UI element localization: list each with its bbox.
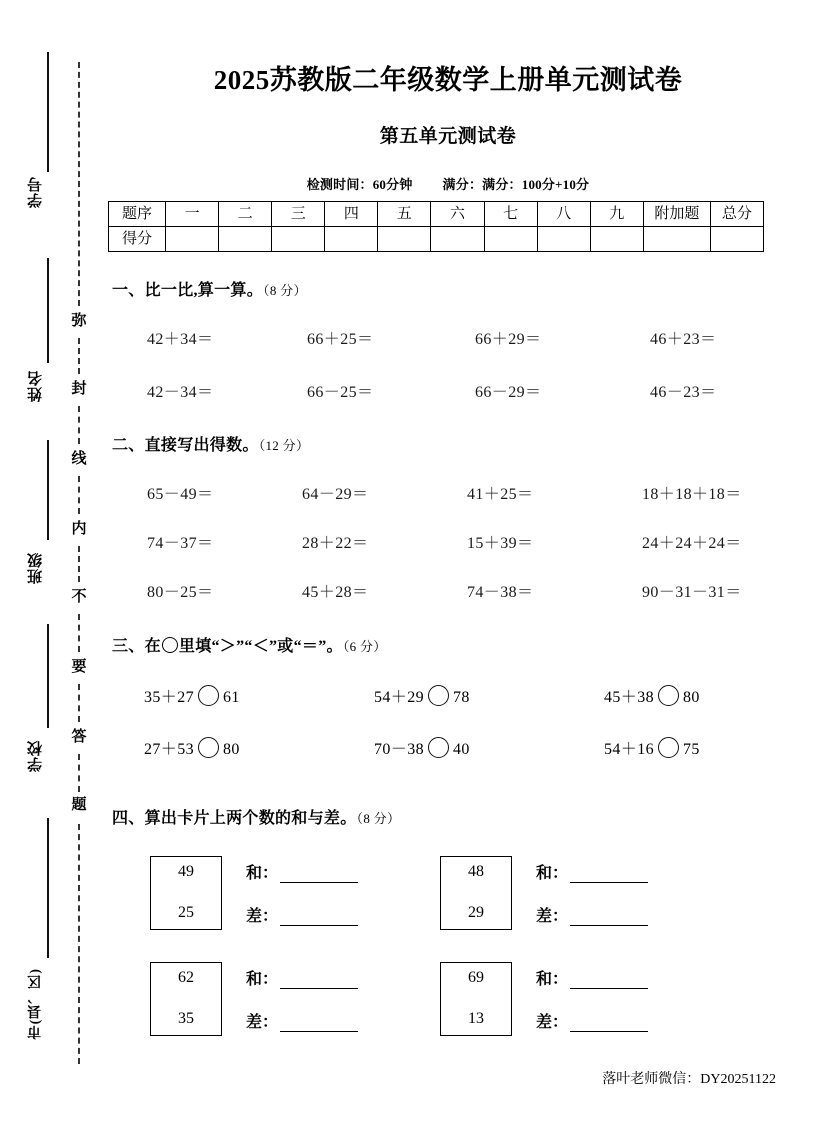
section-three-heading-pre: 三、在 [112,638,161,655]
section-three [112,633,788,759]
card-problem [440,962,730,1036]
seal-char-xian: 线 [71,451,87,467]
seal-label-name: 姓名 [28,370,44,402]
section-one [112,277,788,402]
seal-dashed-line-segment [78,62,80,306]
section-one-title [112,277,788,300]
sum-answer-row [536,860,648,883]
problem-item[interactable]: 74－38＝ [467,584,534,601]
seal-char-nei: 内 [71,521,87,537]
seal-line-segment [47,818,49,958]
section-two-heading: 二、直接写出得数。 [112,437,259,454]
seal-label-student-number: 学号 [28,176,44,208]
sum-answer-blank[interactable] [280,868,358,883]
seal-dashed-line-segment [78,338,80,374]
comparison-item[interactable] [604,736,814,759]
sum-label: 和： [246,971,279,988]
answer-circle[interactable] [198,737,219,758]
problem-item[interactable]: 46－23＝ [650,384,717,401]
seal-dashed-line-segment [78,684,80,722]
seal-char-ti: 题 [71,797,87,813]
difference-answer-row [536,1009,648,1032]
card-number-bottom: 29 [468,904,484,921]
seal-char-yao: 要 [71,659,87,675]
problem-item[interactable]: 64－29＝ [302,486,369,503]
score-cell-4[interactable] [325,227,378,252]
comparison-left: 35＋27 [144,689,194,706]
difference-answer-row [246,903,358,926]
score-table [108,201,764,252]
card-problem [150,856,440,930]
difference-label: 差： [246,1014,279,1031]
comparison-left: 45＋38 [604,689,654,706]
sum-answer-row [246,860,358,883]
seal-char-feng: 封 [71,381,87,397]
difference-answer-row [246,1009,358,1032]
exam-duration: 检测时间：60分钟 [306,177,413,192]
page-title: 2025苏教版二年级数学上册单元测试卷 [213,65,683,95]
comparison-right: 75 [683,741,700,758]
card-number-bottom: 25 [178,904,194,921]
col-header-7: 七 [484,202,537,227]
number-card [440,856,512,930]
col-header-extra: 附加题 [643,202,710,227]
col-header-6: 六 [431,202,484,227]
seal-dashed-line-segment [78,546,80,582]
score-table-wrapper [108,193,788,252]
exam-full-score: 满分：满分：100分+10分 [442,177,590,192]
section-one-heading: 一、比一比,算一算。 [112,282,264,299]
sum-answer-blank[interactable] [280,974,358,989]
sum-label: 和： [536,971,569,988]
exam-meta-line [108,148,788,193]
problem-item[interactable]: 66－25＝ [307,384,374,401]
problem-item[interactable]: 65－49＝ [147,486,214,503]
difference-label: 差： [246,908,279,925]
col-header-9: 九 [590,202,643,227]
difference-answer-row [536,903,648,926]
comparison-item[interactable] [374,684,604,707]
score-cell-9[interactable] [590,227,643,252]
score-cell-7[interactable] [484,227,537,252]
seal-label-school: 学校 [28,740,44,772]
score-cell-6[interactable] [431,227,484,252]
number-card [150,962,222,1036]
sum-answer-row [246,966,358,989]
col-header-5: 五 [378,202,431,227]
seal-char-bu: 不 [71,589,87,605]
card-answers [246,962,358,1036]
seal-line-segment [47,52,49,172]
answer-circle[interactable] [658,737,679,758]
problem-item[interactable]: 15＋39＝ [467,535,534,552]
difference-answer-blank[interactable] [570,1017,648,1032]
seal-line-segment [47,440,49,540]
col-header-8: 八 [537,202,590,227]
answer-circle[interactable] [428,685,449,706]
section-three-title [112,633,788,656]
problem-item[interactable]: 24＋24＋24＝ [642,535,742,552]
difference-label: 差： [536,908,569,925]
circle-icon [162,637,178,653]
comparison-right: 78 [453,689,470,706]
comparison-item[interactable] [144,736,374,759]
sum-answer-blank[interactable] [570,868,648,883]
comparison-right: 40 [453,741,470,758]
card-number-top: 62 [178,969,194,986]
col-header-2: 二 [219,202,272,227]
problem-item[interactable]: 42＋34＝ [147,331,214,348]
section-four-problems [112,828,788,1036]
col-header-4: 四 [325,202,378,227]
score-cell-5[interactable] [378,227,431,252]
exam-paper [108,0,788,1122]
table-row-scores [109,227,764,252]
card-number-top: 49 [178,863,194,880]
score-cell-extra[interactable] [643,227,710,252]
card-answers [536,962,648,1036]
section-two-problems [112,455,788,602]
number-card [150,856,222,930]
section-four-points: （8 分） [356,811,401,826]
problem-item[interactable]: 74－37＝ [147,535,214,552]
card-number-bottom: 35 [178,1010,194,1027]
seal-dashed-line-segment [78,754,80,792]
problem-item[interactable]: 66＋29＝ [475,331,542,348]
problem-item[interactable]: 80－25＝ [147,584,214,601]
seal-label-class: 班级 [28,552,44,584]
difference-label: 差： [536,1014,569,1031]
answer-circle[interactable] [658,685,679,706]
card-problem [440,856,730,930]
seal-dashed-line-segment [78,824,80,1064]
section-one-points: （8 分） [263,283,307,298]
card-number-top: 48 [468,863,484,880]
row-label-score: 得分 [109,227,166,252]
answer-circle[interactable] [198,685,219,706]
card-problem [150,962,440,1036]
section-four [112,805,788,1036]
section-two [112,432,788,602]
seal-dashed-line-segment [78,406,80,444]
comparison-left: 54＋29 [374,689,424,706]
comparison-item[interactable] [374,736,604,759]
section-three-points: （6 分） [342,639,387,654]
problem-item[interactable]: 66－29＝ [475,384,542,401]
score-cell-total[interactable] [710,227,763,252]
page-subtitle: 第五单元测试卷 [379,126,517,147]
seal-binding-column [0,0,110,1122]
col-header-3: 三 [272,202,325,227]
seal-dashed-line-segment [78,614,80,652]
section-two-title [112,432,788,455]
problem-item[interactable]: 46＋23＝ [650,331,717,348]
problem-item[interactable]: 18＋18＋18＝ [642,486,742,503]
sum-answer-row [536,966,648,989]
seal-char-da: 答 [71,729,87,745]
score-cell-2[interactable] [219,227,272,252]
comparison-item[interactable] [604,684,814,707]
seal-line-segment [47,258,49,363]
comparison-item[interactable] [144,684,374,707]
problem-item[interactable]: 66＋25＝ [307,331,374,348]
row-label-question-order: 题序 [109,202,166,227]
table-row-header [109,202,764,227]
score-cell-8[interactable] [537,227,590,252]
section-three-problems [112,656,788,759]
seal-char-mi: 弥 [71,313,87,329]
col-header-total: 总分 [710,202,763,227]
seal-label-city-district: 市(县、区) [28,968,43,1040]
difference-answer-blank[interactable] [570,911,648,926]
comparison-left: 54＋16 [604,741,654,758]
score-cell-1[interactable] [166,227,219,252]
difference-answer-blank[interactable] [280,911,358,926]
card-number-top: 69 [468,969,484,986]
difference-answer-blank[interactable] [280,1017,358,1032]
comparison-right: 61 [223,689,240,706]
section-two-points: （12 分） [258,438,310,453]
section-one-problems [112,300,788,402]
seal-line-segment [47,624,49,728]
col-header-1: 一 [166,202,219,227]
sum-label: 和： [536,865,569,882]
problem-item[interactable]: 28＋22＝ [302,535,369,552]
comparison-left: 27＋53 [144,741,194,758]
comparison-right: 80 [683,689,700,706]
section-four-title [112,805,788,828]
section-three-heading-post: 里填“＞”“＜”或“＝”。 [178,638,343,655]
sum-label: 和： [246,865,279,882]
seal-dashed-line-segment [78,476,80,514]
card-answers [536,856,648,930]
answer-circle[interactable] [428,737,449,758]
sum-answer-blank[interactable] [570,974,648,989]
number-card [440,962,512,1036]
card-number-bottom: 13 [468,1010,484,1027]
comparison-left: 70－38 [374,741,424,758]
comparison-right: 80 [223,741,240,758]
score-cell-3[interactable] [272,227,325,252]
problem-item[interactable]: 42－34＝ [147,384,214,401]
card-answers [246,856,358,930]
problem-item[interactable]: 90－31－31＝ [642,584,742,601]
footer-watermark: 落叶老师微信：DY20251122 [602,1072,776,1087]
problem-item[interactable]: 45＋28＝ [302,584,369,601]
problem-item[interactable]: 41＋25＝ [467,486,534,503]
section-four-heading: 四、算出卡片上两个数的和与差。 [112,810,357,827]
